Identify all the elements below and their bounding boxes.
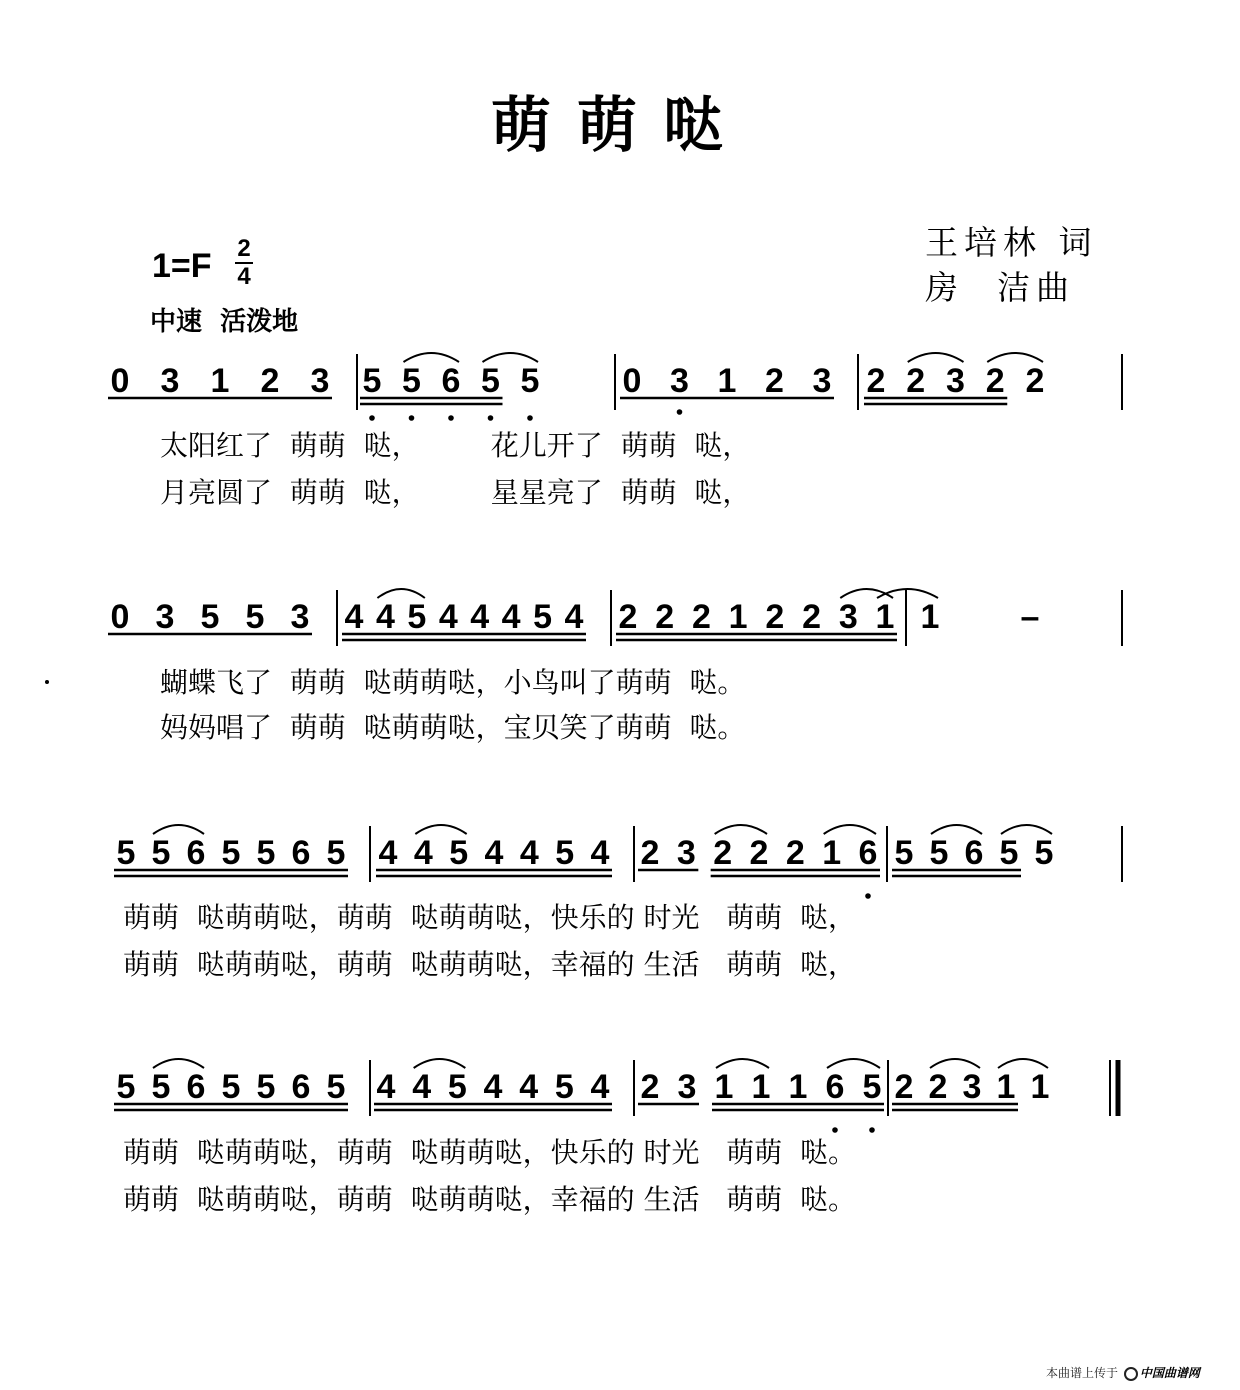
note-6: 6 — [186, 1068, 206, 1106]
key-signature: 1=F — [152, 247, 212, 285]
note-2: 2 — [765, 598, 785, 636]
note-5: 5 — [999, 834, 1019, 872]
note-2: 2 — [655, 598, 675, 636]
note-–: – — [1020, 598, 1040, 636]
note-2: 2 — [260, 362, 280, 400]
note-4: 4 — [501, 598, 521, 636]
slur-arc — [987, 353, 1043, 362]
note-5: 5 — [554, 1068, 574, 1106]
scan-speck — [45, 680, 49, 684]
lyric-line: 萌萌 哒萌萌哒，萌萌 哒萌萌哒，快乐的 时光 萌萌 哒， — [123, 901, 857, 934]
note-1: 1 — [996, 1068, 1016, 1106]
note-4: 4 — [590, 1068, 610, 1106]
note-1: 1 — [822, 834, 842, 872]
note-5: 5 — [402, 362, 421, 400]
slur-arc — [908, 353, 964, 362]
footer-brand: 中国曲谱网 — [1139, 1366, 1200, 1380]
note-5: 5 — [894, 834, 914, 872]
note-4: 4 — [375, 598, 395, 636]
slur-arc — [153, 825, 204, 834]
note-1: 1 — [714, 1068, 734, 1106]
slur-arc — [877, 589, 938, 598]
note-6: 6 — [186, 834, 206, 872]
tempo-marking: 中速 活泼地 — [150, 307, 299, 337]
note-5: 5 — [447, 1068, 467, 1106]
note-5: 5 — [200, 598, 220, 636]
note-4: 4 — [438, 598, 458, 636]
octave-dot-below — [369, 415, 375, 421]
time-signature-bottom: 4 — [237, 263, 251, 290]
note-6: 6 — [291, 834, 311, 872]
slur-arc — [998, 1059, 1048, 1068]
note-2: 2 — [906, 362, 926, 400]
note-1: 1 — [788, 1068, 808, 1106]
note-5: 5 — [256, 1068, 276, 1106]
lyricist-credit: 王培林 词 — [925, 223, 1098, 262]
note-2: 2 — [765, 362, 784, 400]
site-logo-icon — [1124, 1367, 1138, 1381]
slur-arc — [931, 825, 982, 834]
note-6: 6 — [964, 834, 984, 872]
slur-arc — [1001, 825, 1052, 834]
note-5: 5 — [533, 598, 553, 636]
note-4: 4 — [519, 834, 539, 872]
note-5: 5 — [221, 1068, 241, 1106]
note-6: 6 — [291, 1068, 311, 1106]
octave-dot-below — [677, 409, 683, 415]
note-3: 3 — [155, 598, 175, 636]
note-1: 1 — [210, 362, 230, 400]
note-2: 2 — [640, 834, 660, 872]
note-4: 4 — [470, 598, 490, 636]
note-2: 2 — [713, 834, 733, 872]
note-2: 2 — [618, 598, 638, 636]
slur-arc — [153, 1059, 204, 1068]
slur-arc — [824, 825, 876, 834]
footer-text: 本曲谱上传于 — [1046, 1366, 1119, 1380]
note-4: 4 — [412, 1068, 432, 1106]
lyric-line: 蝴蝶飞了 萌萌 哒萌萌哒，小鸟叫了萌萌 哒。 — [160, 666, 746, 699]
note-2: 2 — [928, 1068, 948, 1106]
note-2: 2 — [749, 834, 769, 872]
note-3: 3 — [946, 362, 965, 400]
slur-arc — [930, 1059, 980, 1068]
slur-arc — [415, 825, 466, 834]
slur-arc — [827, 1059, 880, 1068]
note-1: 1 — [1030, 1068, 1050, 1106]
slur-arc — [716, 1059, 769, 1068]
note-5: 5 — [151, 834, 171, 872]
note-0: 0 — [110, 598, 130, 636]
note-2: 2 — [985, 362, 1005, 400]
octave-dot-below — [865, 893, 871, 899]
note-4: 4 — [378, 834, 398, 872]
composer-credit: 房 洁曲 — [925, 268, 1075, 307]
note-4: 4 — [376, 1068, 396, 1106]
note-4: 4 — [590, 834, 610, 872]
note-5: 5 — [1034, 834, 1054, 872]
note-5: 5 — [407, 598, 427, 636]
note-3: 3 — [677, 1068, 697, 1106]
note-5: 5 — [929, 834, 949, 872]
note-2: 2 — [640, 1068, 660, 1106]
note-4: 4 — [413, 834, 433, 872]
note-1: 1 — [875, 598, 895, 636]
note-6: 6 — [858, 834, 878, 872]
lyric-line: 太阳红了 萌萌 哒， 花儿开了 萌萌 哒， — [160, 429, 751, 462]
octave-dot-below — [448, 415, 454, 421]
note-3: 3 — [160, 362, 180, 400]
note-5: 5 — [116, 834, 136, 872]
lyric-line: 萌萌 哒萌萌哒，萌萌 哒萌萌哒，幸福的 生活 萌萌 哒。 — [123, 1183, 857, 1216]
lyric-line: 妈妈唱了 萌萌 哒萌萌哒，宝贝笑了萌萌 哒。 — [160, 711, 746, 744]
slur-arc — [377, 589, 424, 598]
lyric-line: 月亮圆了 萌萌 哒， 星星亮了 萌萌 哒， — [160, 476, 751, 509]
note-5: 5 — [520, 362, 540, 400]
time-signature-top: 2 — [237, 235, 251, 262]
lyric-line: 萌萌 哒萌萌哒，萌萌 哒萌萌哒，快乐的 时光 萌萌 哒。 — [123, 1136, 857, 1169]
note-1: 1 — [751, 1068, 771, 1106]
note-2: 2 — [785, 834, 805, 872]
note-5: 5 — [245, 598, 265, 636]
note-0: 0 — [110, 362, 130, 400]
slur-arc — [483, 353, 539, 362]
note-3: 3 — [310, 362, 330, 400]
note-2: 2 — [894, 1068, 914, 1106]
note-5: 5 — [326, 834, 346, 872]
note-2: 2 — [866, 362, 886, 400]
note-3: 3 — [812, 362, 832, 400]
octave-dot-below — [409, 415, 415, 421]
slur-arc — [715, 825, 767, 834]
note-4: 4 — [519, 1068, 539, 1106]
octave-dot-below — [527, 415, 533, 421]
note-1: 1 — [717, 362, 737, 400]
note-3: 3 — [676, 834, 696, 872]
note-5: 5 — [362, 362, 382, 400]
song-title: 萌萌哒 — [491, 91, 749, 161]
note-2: 2 — [1025, 362, 1045, 400]
note-3: 3 — [838, 598, 858, 636]
note-5: 5 — [116, 1068, 136, 1106]
note-6: 6 — [441, 362, 461, 400]
note-2: 2 — [691, 598, 711, 636]
note-3: 3 — [290, 598, 310, 636]
note-0: 0 — [622, 362, 642, 400]
note-4: 4 — [483, 1068, 503, 1106]
note-1: 1 — [728, 598, 748, 636]
note-3: 3 — [962, 1068, 982, 1106]
note-5: 5 — [555, 834, 575, 872]
note-5: 5 — [221, 834, 241, 872]
note-4: 4 — [344, 598, 364, 636]
octave-dot-below — [488, 415, 494, 421]
note-5: 5 — [256, 834, 276, 872]
note-5: 5 — [481, 362, 500, 400]
note-6: 6 — [825, 1068, 845, 1106]
footer-watermark — [1046, 1364, 1200, 1381]
slur-arc — [414, 1059, 466, 1068]
note-5: 5 — [326, 1068, 346, 1106]
note-4: 4 — [484, 834, 504, 872]
note-4: 4 — [564, 598, 584, 636]
note-5: 5 — [449, 834, 469, 872]
lyric-line: 萌萌 哒萌萌哒，萌萌 哒萌萌哒，幸福的 生活 萌萌 哒， — [123, 948, 857, 981]
note-3: 3 — [670, 362, 689, 400]
octave-dot-below — [869, 1127, 875, 1133]
note-1: 1 — [920, 598, 940, 636]
note-2: 2 — [802, 598, 822, 636]
slur-arc — [404, 353, 460, 362]
note-5: 5 — [151, 1068, 171, 1106]
note-5: 5 — [862, 1068, 882, 1106]
